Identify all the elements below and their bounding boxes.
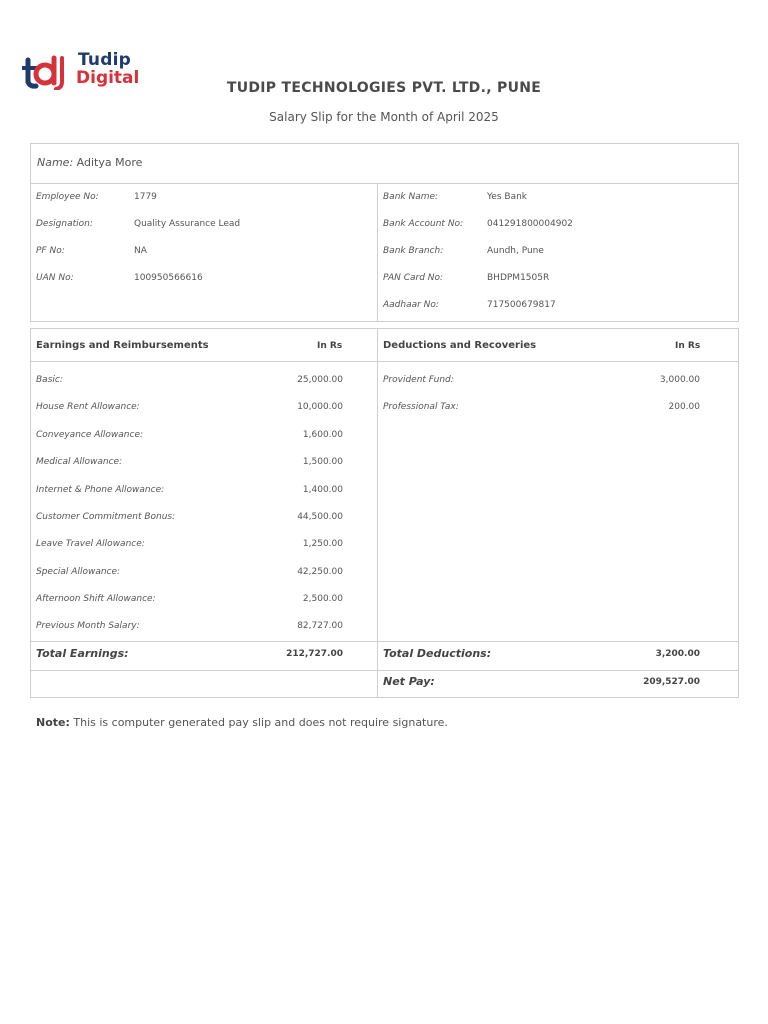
total-deductions-label: Total Deductions: xyxy=(383,647,492,660)
note-label: Note: xyxy=(36,716,70,729)
employee-name-box xyxy=(30,143,739,184)
earning-label: Internet & Phone Allowance: xyxy=(36,485,165,495)
employee-name: Aditya More xyxy=(76,156,143,169)
earning-value: 44,500.00 xyxy=(297,512,343,522)
earning-label: Basic: xyxy=(36,375,63,385)
details-divider xyxy=(377,184,378,321)
earning-value: 1,600.00 xyxy=(302,430,343,440)
detail-label: Employee No: xyxy=(36,192,99,202)
detail-label: PF No: xyxy=(36,246,65,256)
earning-value: 25,000.00 xyxy=(297,375,343,385)
deduction-value: 200.00 xyxy=(668,402,700,412)
slip-subtitle: Salary Slip for the Month of April 2025 xyxy=(269,110,499,124)
detail-label: Bank Account No: xyxy=(383,219,464,229)
detail-value: BHDPM1505R xyxy=(487,273,550,283)
earning-label: Customer Commitment Bonus: xyxy=(36,512,176,522)
detail-label: Bank Name: xyxy=(383,192,439,202)
earning-value: 82,727.00 xyxy=(297,621,343,631)
logo-text-digital: Digital xyxy=(76,68,140,88)
name-label: Name: xyxy=(37,156,74,169)
footer-note xyxy=(36,716,448,729)
detail-label: Designation: xyxy=(36,219,93,229)
detail-value: NA xyxy=(134,246,147,256)
deduction-label: Professional Tax: xyxy=(383,402,459,412)
deduction-label: Provident Fund: xyxy=(383,375,454,385)
detail-value: Yes Bank xyxy=(487,192,527,202)
detail-value: 041291800004902 xyxy=(487,219,573,229)
deductions-unit: In Rs xyxy=(675,341,701,351)
company-title: TUDIP TECHNOLOGIES PVT. LTD., PUNE xyxy=(226,80,542,96)
earning-label: Special Allowance: xyxy=(36,567,121,577)
earnings-unit: In Rs xyxy=(317,341,343,351)
detail-value: 100950566616 xyxy=(134,273,203,283)
earning-value: 1,400.00 xyxy=(302,485,343,495)
detail-value: Aundh, Pune xyxy=(487,246,544,256)
deductions-heading: Deductions and Recoveries xyxy=(383,340,537,351)
pay-details-box xyxy=(30,328,739,698)
earning-label: House Rent Allowance: xyxy=(36,402,140,412)
earning-value: 1,500.00 xyxy=(302,457,343,467)
detail-label: PAN Card No: xyxy=(383,273,444,283)
net-pay-value: 209,527.00 xyxy=(643,677,700,687)
total-deductions-value: 3,200.00 xyxy=(655,649,700,659)
detail-label: Bank Branch: xyxy=(383,246,444,256)
earning-label: Leave Travel Allowance: xyxy=(36,539,145,549)
earning-value: 1,250.00 xyxy=(302,539,343,549)
header-rule xyxy=(31,361,738,362)
detail-value: 1779 xyxy=(134,192,157,202)
deduction-value: 3,000.00 xyxy=(659,375,700,385)
earning-value: 2,500.00 xyxy=(302,594,343,604)
earnings-heading: Earnings and Reimbursements xyxy=(36,340,209,351)
note-text: This is computer generated pay slip and does not require signature. xyxy=(73,716,448,729)
logo-text-tudip: Tudip xyxy=(78,50,131,70)
detail-value: 717500679817 xyxy=(487,300,556,310)
total-earnings-value: 212,727.00 xyxy=(286,649,343,659)
earning-label: Afternoon Shift Allowance: xyxy=(36,594,156,604)
totals-rule xyxy=(31,641,738,642)
detail-label: UAN No: xyxy=(36,273,74,283)
earning-label: Conveyance Allowance: xyxy=(36,430,144,440)
employee-name-row xyxy=(37,156,142,169)
total-earnings-label: Total Earnings: xyxy=(36,647,129,660)
detail-label: Aadhaar No: xyxy=(383,300,439,310)
net-pay-rule xyxy=(31,670,738,671)
earning-label: Previous Month Salary: xyxy=(36,621,140,631)
detail-value: Quality Assurance Lead xyxy=(134,219,241,229)
earning-label: Medical Allowance: xyxy=(36,457,123,467)
earning-value: 10,000.00 xyxy=(297,402,343,412)
earning-value: 42,250.00 xyxy=(297,567,343,577)
net-pay-label: Net Pay: xyxy=(383,675,435,688)
employee-details-box xyxy=(30,183,739,322)
